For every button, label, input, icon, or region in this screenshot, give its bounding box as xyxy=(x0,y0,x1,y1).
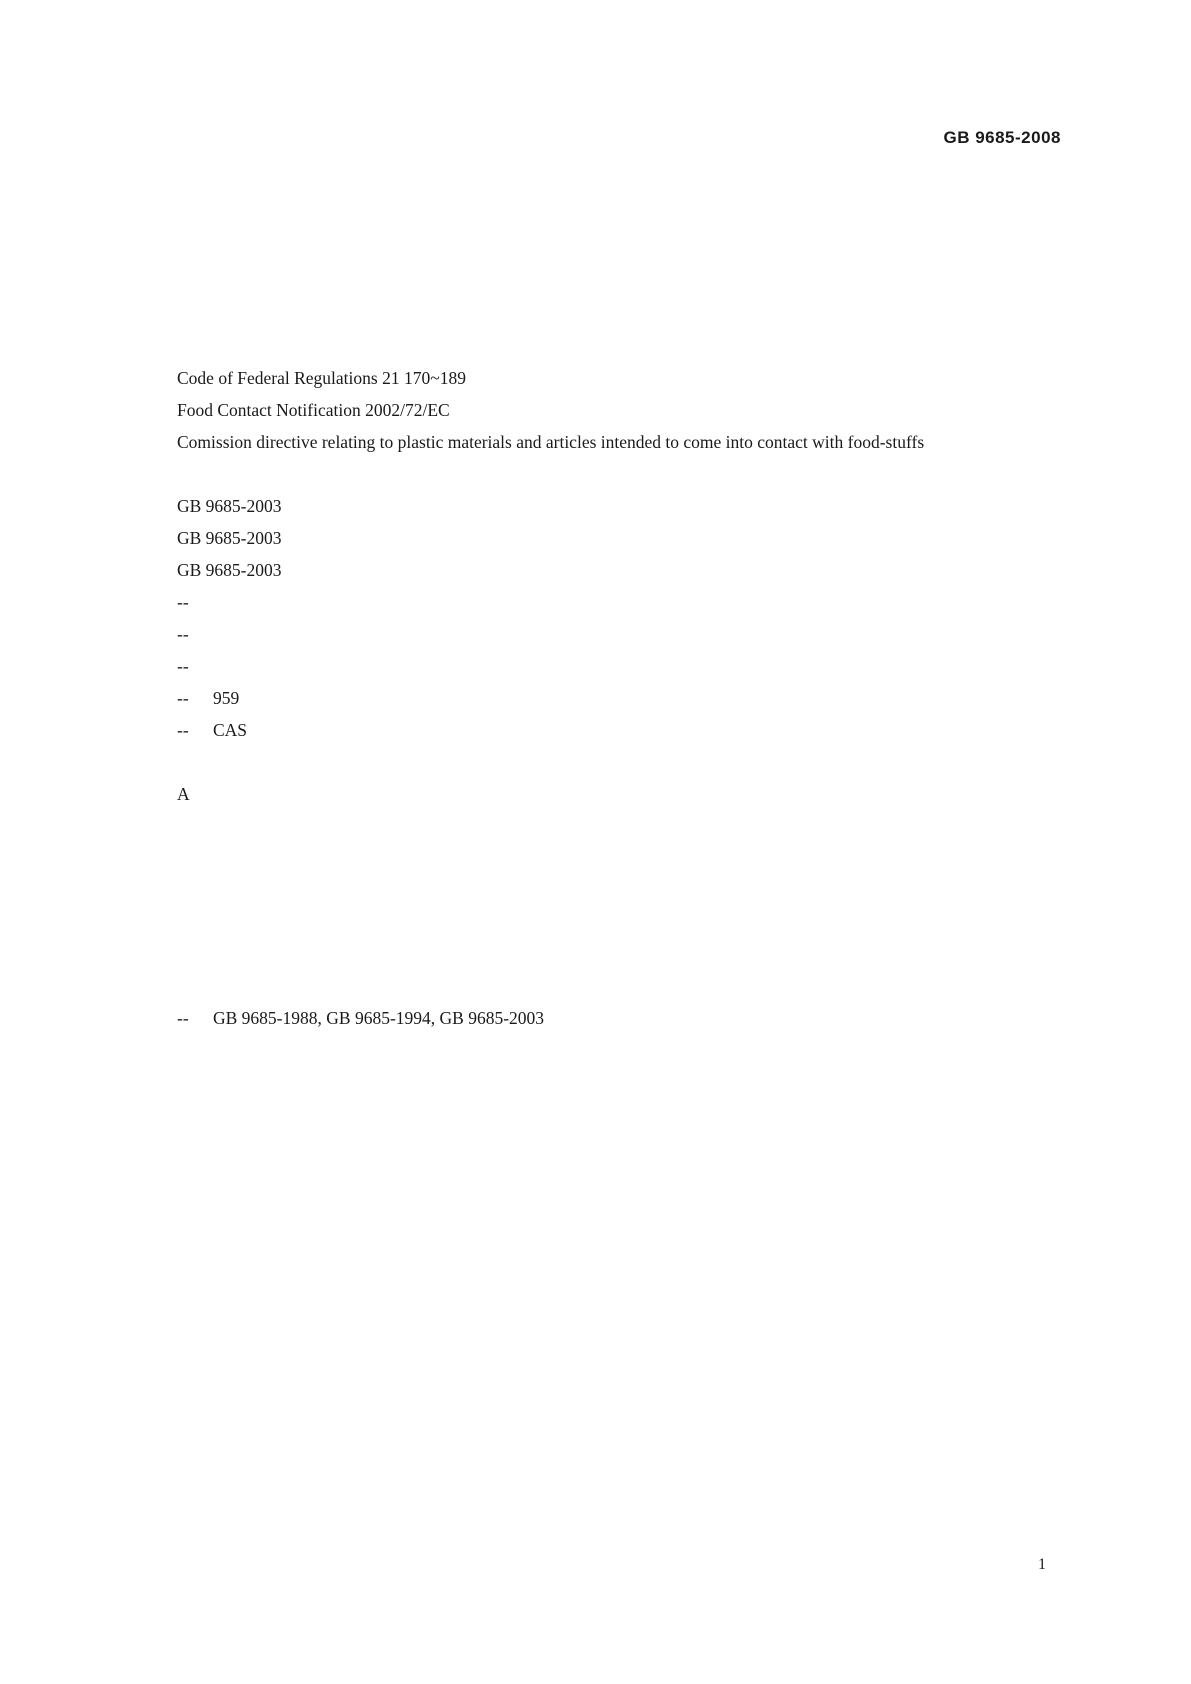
dash-marker: -- xyxy=(177,688,189,708)
note-proposed-by xyxy=(177,810,1061,842)
dash-marker: -- xyxy=(177,624,189,644)
page-title xyxy=(0,228,1191,268)
note-annex: A xyxy=(177,784,190,804)
change-item xyxy=(177,714,1061,778)
change-text: 959 xyxy=(213,688,240,708)
dash-marker: -- xyxy=(177,656,189,676)
replaces-paragraph xyxy=(177,490,1061,554)
fcn-name: Food Contact Notification xyxy=(177,400,361,420)
standard-number: GB 9685-2008 xyxy=(943,128,1061,147)
change-item xyxy=(177,586,1061,618)
history-item xyxy=(177,1002,1061,1034)
change-item xyxy=(177,650,1061,682)
replaced-standard: GB 9685-2003 xyxy=(177,496,282,516)
change-item xyxy=(177,682,1061,714)
foreword-body xyxy=(177,330,1061,1034)
eu-directive-title: Comission directive relating to plastic materials and articles intended to come into contact with food-stuffs xyxy=(177,432,925,452)
abolished-standard: GB 9685-2003 xyxy=(177,528,282,548)
page-number: 1 xyxy=(1038,1556,1046,1573)
cfr-parts: 170~189 xyxy=(403,368,466,388)
change-item xyxy=(177,618,1061,650)
change-text: CAS xyxy=(213,720,248,740)
compared-standard: GB 9685-2003 xyxy=(177,560,282,580)
eu-directive-number: 2002/72/EC xyxy=(365,400,450,420)
history-text: GB 9685-1988, GB 9685-1994, GB 9685-2003 xyxy=(213,1008,545,1028)
note-drafters xyxy=(177,938,1061,970)
note-history-intro xyxy=(177,970,1061,1002)
references-paragraph xyxy=(177,362,1061,490)
note-interpreted-by xyxy=(177,842,1061,874)
note-participating-units xyxy=(177,906,1061,938)
changes-intro xyxy=(177,554,1061,586)
dash-marker: -- xyxy=(177,592,189,612)
note-drafting-unit xyxy=(177,874,1061,906)
mandatory-statement xyxy=(177,330,1061,362)
dash-marker: -- xyxy=(177,1008,189,1028)
dash-marker: -- xyxy=(177,720,189,740)
cfr-name: Code of Federal Regulations xyxy=(177,368,378,388)
cfr-chapter: 21 xyxy=(382,368,400,388)
